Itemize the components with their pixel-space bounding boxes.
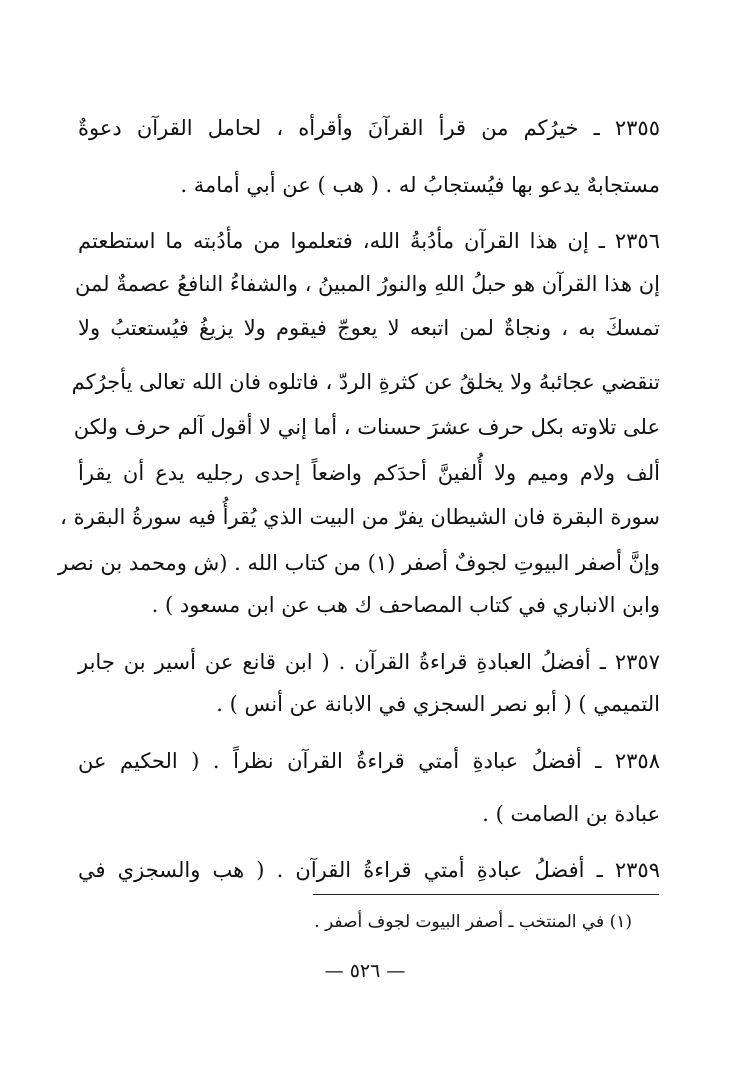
hadith-2356-line-7: سورة البقرة فان الشيطان يفرّ من البيت الذي يُقرأُ فيه سورةُ البقرة ، <box>60 505 660 529</box>
hadith-2355-line-2: مستجابهٌ يدعو بها فيُستجابُ له . ( هب ) عن أبي أمامة . <box>180 173 660 197</box>
hadith-2358-line-1: ٢٣٥٨ ـ أفضلُ عبادةِ أمتي قراءةُ القرآن نظراً . ( الحكيم عن <box>78 749 660 773</box>
hadith-2356-line-1: ٢٣٥٦ ـ إن هذا القرآن مأدُبةُ الله، فتعلموا من مأدُبته ما استطعتم <box>78 229 660 253</box>
hadith-2356-line-3: تمسكَ به ، ونجاةٌ لمن اتبعه لا يعوجّ فيقوم ولا يزيغُ فيُستعتبُ ولا <box>78 316 660 340</box>
hadith-2356-line-6: ألف ولام وميم ولا أُلفينَّ أحدَكم واضعاً إحدى رجليه يدع أن يقرأ <box>78 461 660 485</box>
hadith-2357-line-2: التميمي ) ( أبو نصر السجزي في الابانة عن أنس ) . <box>216 692 660 716</box>
hadith-2358-line-2: عبادة بن الصامت ) . <box>482 802 660 826</box>
page-number: — ٥٢٦ — <box>324 960 406 982</box>
footnote: (١) في المنتخب ـ أصفر البيوت لجوف أصفر . <box>314 912 632 932</box>
hadith-2359-line-1: ٢٣٥٩ ـ أفضلُ عبادةِ أمتي قراءةُ القرآن . ( هب والسجزي في <box>78 858 660 882</box>
hadith-2357-line-1: ٢٣٥٧ ـ أفضلُ العبادةِ قراءةُ القرآن . ( ابن قانع عن أسير بن جابر <box>78 650 660 674</box>
hadith-2356-line-2: إن هذا القرآن هو حبلُ اللهِ والنورُ المبينُ ، والشفاءُ النافعُ عصمةٌ لمن <box>75 272 660 296</box>
hadith-2356-line-9: وابن الانباري في كتاب المصاحف ك هب عن ابن مسعود ) . <box>151 593 660 617</box>
hadith-2356-line-8: وإنَّ أصفر البيوتِ لجوفٌ أصفر (١) من كتاب الله . (ش ومحمد بن نصر <box>58 551 660 575</box>
hadith-2355-line-1: ٢٣٥٥ ـ خيرُكم من قرأ القرآنَ وأقرأه ، لحامل القرآن دعوةٌ <box>78 116 660 140</box>
footnote-divider <box>313 894 659 895</box>
hadith-2356-line-5: على تلاوته بكل حرف عشرَ حسنات ، أما إني لا أقول آلم حرف ولكن <box>73 415 660 439</box>
hadith-2356-line-4: تنقضي عجائبهُ ولا يخلقُ عن كثرةِ الردّ ، فاتلوه فان الله تعالى يأجرُكم <box>71 370 660 394</box>
